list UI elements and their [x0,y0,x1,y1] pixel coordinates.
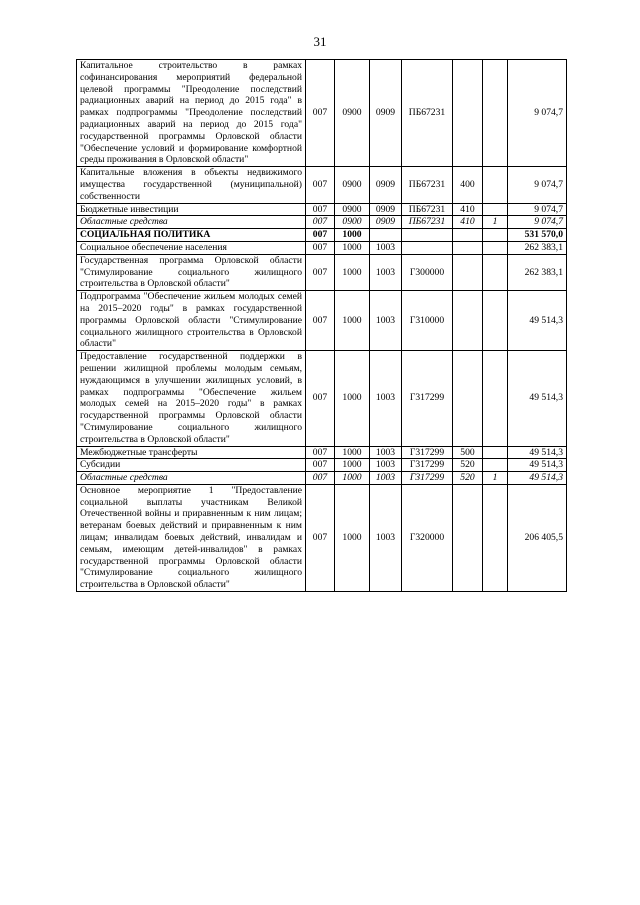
row-amount: 49 514,3 [508,459,567,472]
row-target-article-code: Г317299 [402,446,453,459]
row-subsection-code: 1003 [370,459,402,472]
row-subsection-code: 1003 [370,351,402,446]
row-source-code: 1 [483,472,508,485]
row-subsection-code: 0909 [370,216,402,229]
table-row [77,254,567,290]
row-section-code: 1000 [335,351,370,446]
row-subsection-code [370,229,402,242]
row-expense-type-code [453,484,483,591]
row-expense-type-code: 410 [453,203,483,216]
row-amount: 9 074,7 [508,167,567,203]
row-grbs-code: 007 [306,229,335,242]
row-grbs-code: 007 [306,254,335,290]
row-expense-type-code [453,254,483,290]
row-source-code [483,167,508,203]
table-row [77,351,567,446]
row-source-code [483,241,508,254]
row-source-code [483,60,508,167]
row-expense-type-code: 500 [453,446,483,459]
row-amount: 49 514,3 [508,472,567,485]
table-row [77,229,567,242]
row-name: Бюджетные инвестиции [77,203,306,216]
row-expense-type-code [453,351,483,446]
row-name: Межбюджетные трансферты [77,446,306,459]
row-section-code: 1000 [335,472,370,485]
row-amount: 262 383,1 [508,241,567,254]
table-row [77,484,567,591]
row-name: Субсидии [77,459,306,472]
row-source-code [483,459,508,472]
row-source-code [483,291,508,351]
row-grbs-code: 007 [306,472,335,485]
row-amount: 49 514,3 [508,291,567,351]
row-grbs-code: 007 [306,203,335,216]
row-subsection-code: 1003 [370,446,402,459]
table-row [77,241,567,254]
row-name: Социальное обеспечение населения [77,241,306,254]
row-expense-type-code [453,229,483,242]
row-target-article-code: Г300000 [402,254,453,290]
table-row [77,167,567,203]
row-grbs-code: 007 [306,459,335,472]
row-source-code [483,446,508,459]
row-target-article-code: Г310000 [402,291,453,351]
row-expense-type-code [453,241,483,254]
row-source-code [483,203,508,216]
row-amount: 262 383,1 [508,254,567,290]
row-section-code: 1000 [335,291,370,351]
row-target-article-code: Г317299 [402,351,453,446]
table-row [77,216,567,229]
row-expense-type-code: 520 [453,472,483,485]
table-row [77,203,567,216]
row-source-code [483,484,508,591]
row-source-code [483,254,508,290]
row-amount: 9 074,7 [508,60,567,167]
row-grbs-code: 007 [306,484,335,591]
row-grbs-code: 007 [306,241,335,254]
row-target-article-code: ПБ67231 [402,216,453,229]
table-row [77,291,567,351]
row-name: Областные средства [77,216,306,229]
row-grbs-code: 007 [306,351,335,446]
row-grbs-code: 007 [306,291,335,351]
page-number: 31 [313,34,327,49]
row-subsection-code: 1003 [370,291,402,351]
row-expense-type-code: 410 [453,216,483,229]
row-source-code: 1 [483,216,508,229]
table-row [77,459,567,472]
row-section-code: 1000 [335,229,370,242]
row-target-article-code: ПБ67231 [402,60,453,167]
row-grbs-code: 007 [306,216,335,229]
table-row [77,472,567,485]
row-subsection-code: 1003 [370,254,402,290]
row-section-code: 1000 [335,241,370,254]
row-name: Капитальное строительство в рамках софинансирования мероприятий федеральной целевой программы "Преодоление последствий радиационных аварий на период до 2015 года" в рамках подпрограммы "Преодоление последствий радиационных аварий на период до 2015 года" государственной программы Орловской области "Обеспечение условий и формирование комфортной среды проживания в Орловской области" [77,60,306,167]
row-target-article-code: Г317299 [402,472,453,485]
row-section-code: 0900 [335,216,370,229]
row-target-article-code [402,241,453,254]
row-section-code: 0900 [335,203,370,216]
row-section-code: 1000 [335,254,370,290]
row-amount: 49 514,3 [508,351,567,446]
row-target-article-code: Г317299 [402,459,453,472]
row-amount: 206 405,5 [508,484,567,591]
row-subsection-code: 0909 [370,60,402,167]
row-subsection-code: 1003 [370,241,402,254]
row-target-article-code: Г320000 [402,484,453,591]
row-grbs-code: 007 [306,60,335,167]
table-row [77,446,567,459]
row-expense-type-code: 400 [453,167,483,203]
row-amount: 9 074,7 [508,216,567,229]
row-target-article-code: ПБ67231 [402,203,453,216]
table-row [77,60,567,167]
row-source-code [483,229,508,242]
row-section-code: 1000 [335,446,370,459]
budget-table [76,59,567,592]
row-amount: 9 074,7 [508,203,567,216]
row-subsection-code: 1003 [370,472,402,485]
row-target-article-code [402,229,453,242]
row-target-article-code: ПБ67231 [402,167,453,203]
row-source-code [483,351,508,446]
row-name: Предоставление государственной поддержки в решении жилищной проблемы молодым семьям, нуждающимся в улучшении жилищных условий, в рамках подпрограммы "Обеспечение жильем молодых семей на 2015–2020 годы" в рамках государственной программы Орловской области "Стимулирование социального жилищного строительства в Орловской области" [77,351,306,446]
row-subsection-code: 0909 [370,203,402,216]
row-expense-type-code: 520 [453,459,483,472]
row-name: Государственная программа Орловской области "Стимулирование социального жилищного строительства в Орловской области" [77,254,306,290]
row-name: СОЦИАЛЬНАЯ ПОЛИТИКА [77,229,306,242]
row-section-code: 0900 [335,60,370,167]
row-expense-type-code [453,60,483,167]
row-name: Областные средства [77,472,306,485]
row-subsection-code: 1003 [370,484,402,591]
row-expense-type-code [453,291,483,351]
row-name: Капитальные вложения в объекты недвижимого имущества государственной (муниципальной) собственности [77,167,306,203]
row-grbs-code: 007 [306,167,335,203]
row-name: Основное мероприятие 1 "Предоставление социальной выплаты участникам Великой Отечественной войны и приравненным к ним лицам; ветеранам боевых действий и приравненным к ним лицам; инвалидам боевых действий, инвалидам и семьям, имеющим детей-инвалидов" в рамках государственной программы Орловской области "Стимулирование социального жилищного строительства в Орловской области" [77,484,306,591]
row-grbs-code: 007 [306,446,335,459]
row-section-code: 1000 [335,484,370,591]
row-section-code: 1000 [335,459,370,472]
row-section-code: 0900 [335,167,370,203]
row-amount: 531 570,0 [508,229,567,242]
row-amount: 49 514,3 [508,446,567,459]
budget-table-body [77,60,567,592]
row-subsection-code: 0909 [370,167,402,203]
row-name: Подпрограмма "Обеспечение жильем молодых семей на 2015–2020 годы" в рамках государственной программы Орловской области "Стимулирование социального жилищного строительства в Орловской области" [77,291,306,351]
